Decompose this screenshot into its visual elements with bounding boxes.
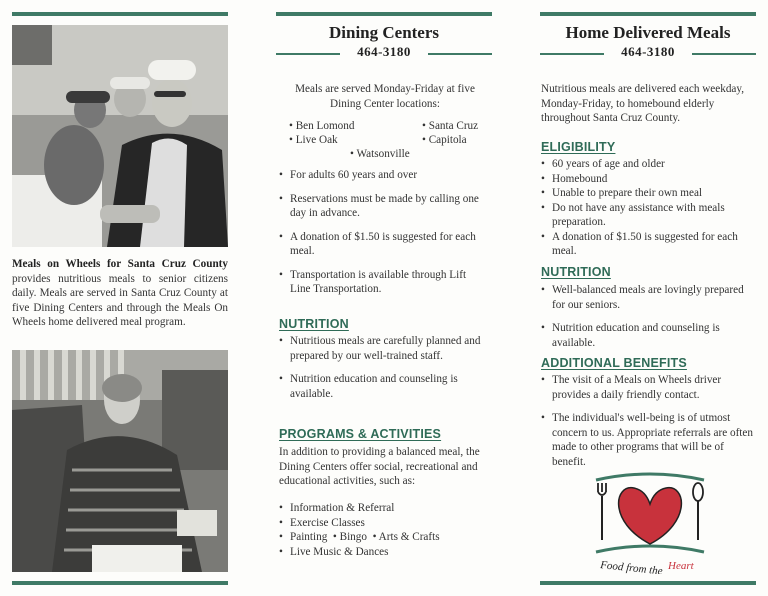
list-item: • Exercise Classes — [279, 516, 489, 531]
list-item: • Do not have any assistance with meals preparation. — [541, 201, 753, 230]
logo-graphic — [588, 470, 712, 574]
eligibility-list — [541, 157, 753, 259]
nutrition-heading: NUTRITION — [279, 317, 349, 331]
phone-rule-left — [276, 53, 340, 55]
list-item: • Live Music & Dances — [279, 545, 489, 560]
top-rule-left — [12, 12, 228, 16]
bottom-rule-right — [540, 581, 756, 585]
location-item: • Ben Lomond — [289, 120, 355, 132]
senior-woman-photo — [12, 350, 228, 572]
list-item: • Nutritious meals are carefully planned and prepared by our well-trained staff. — [279, 334, 491, 363]
nutrition-heading: NUTRITION — [541, 265, 611, 279]
phone-rule-right — [692, 53, 756, 55]
list-item: • Information & Referral — [279, 501, 489, 516]
location-item: • Live Oak — [289, 134, 338, 146]
list-item: • A donation of $1.50 is suggested for each meal. — [541, 230, 753, 259]
benefits-list — [541, 373, 757, 478]
list-item: • A donation of $1.50 is suggested for each meal. — [279, 230, 489, 259]
phone-rule-left — [540, 53, 604, 55]
programs-list — [279, 501, 489, 559]
programs-intro: In addition to providing a balanced meal, the Dining Centers offer social, recreational and educational activities, such as: — [279, 446, 480, 487]
caption-body: provides nutritious meals to senior citizens daily. Meals are served in Santa Cruz County at five Dining Centers and through the Meals On Wheels home delivered meal program. — [12, 272, 228, 328]
list-item: • The individual's well-being is of utmost concern to us. Appropriate referrals are often made to other programs that will be of benefit. — [541, 411, 757, 469]
home-delivered-title: Home Delivered Meals — [565, 23, 731, 42]
additional-benefits-heading: ADDITIONAL BENEFITS — [541, 356, 687, 370]
list-item: • Well-balanced meals are lovingly prepared for our seniors. — [541, 283, 755, 312]
list-item: • Painting • Bingo • Arts & Crafts — [279, 530, 489, 545]
phone-rule-right — [428, 53, 492, 55]
caption-title: Meals on Wheels for Santa Cruz County — [12, 258, 228, 270]
dining-nutrition-list — [279, 334, 491, 410]
logo-text: Food from the — [599, 559, 664, 574]
location-item: • Watsonville — [350, 148, 410, 160]
top-rule-right — [540, 12, 756, 16]
seniors-dining-photo — [12, 25, 228, 247]
list-item: • Transportation is available through Lift Line Transportation. — [279, 268, 489, 297]
dining-intro: Meals are served Monday-Friday at five Dining Center locations: — [295, 83, 475, 110]
list-item: • Reservations must be made by calling one day in advance. — [279, 192, 489, 221]
dining-details-list — [279, 168, 489, 306]
location-item: • Santa Cruz — [422, 120, 479, 132]
dining-centers-title: Dining Centers — [328, 23, 440, 42]
list-item: • For adults 60 years and over — [279, 168, 489, 183]
home-delivered-phone: 464-3180 — [621, 44, 675, 59]
home-delivered-intro: Nutritious meals are delivered each weekday, Monday-Friday, to homebound elderly throughout Santa Cruz County. — [541, 83, 745, 124]
list-item: • The visit of a Meals on Wheels driver provides a daily friendly contact. — [541, 373, 757, 402]
food-from-the-heart-logo — [588, 470, 712, 574]
list-item: • 60 years of age and older — [541, 157, 753, 172]
list-item: • Unable to prepare their own meal — [541, 186, 753, 201]
top-rule-middle — [276, 12, 492, 16]
intro-caption — [12, 257, 228, 330]
bottom-rule-left — [12, 581, 228, 585]
dining-phone: 464-3180 — [357, 44, 411, 59]
programs-heading: PROGRAMS & ACTIVITIES — [279, 427, 442, 441]
logo-text-heart: Heart — [668, 560, 694, 572]
location-item: • Capitola — [422, 134, 467, 146]
eligibility-heading: ELIGIBILITY — [541, 140, 616, 154]
list-item: • Nutrition education and counseling is available. — [541, 321, 755, 350]
list-item: • Homebound — [541, 172, 753, 187]
home-nutrition-list — [541, 283, 755, 359]
list-item: • Nutrition education and counseling is available. — [279, 372, 491, 401]
